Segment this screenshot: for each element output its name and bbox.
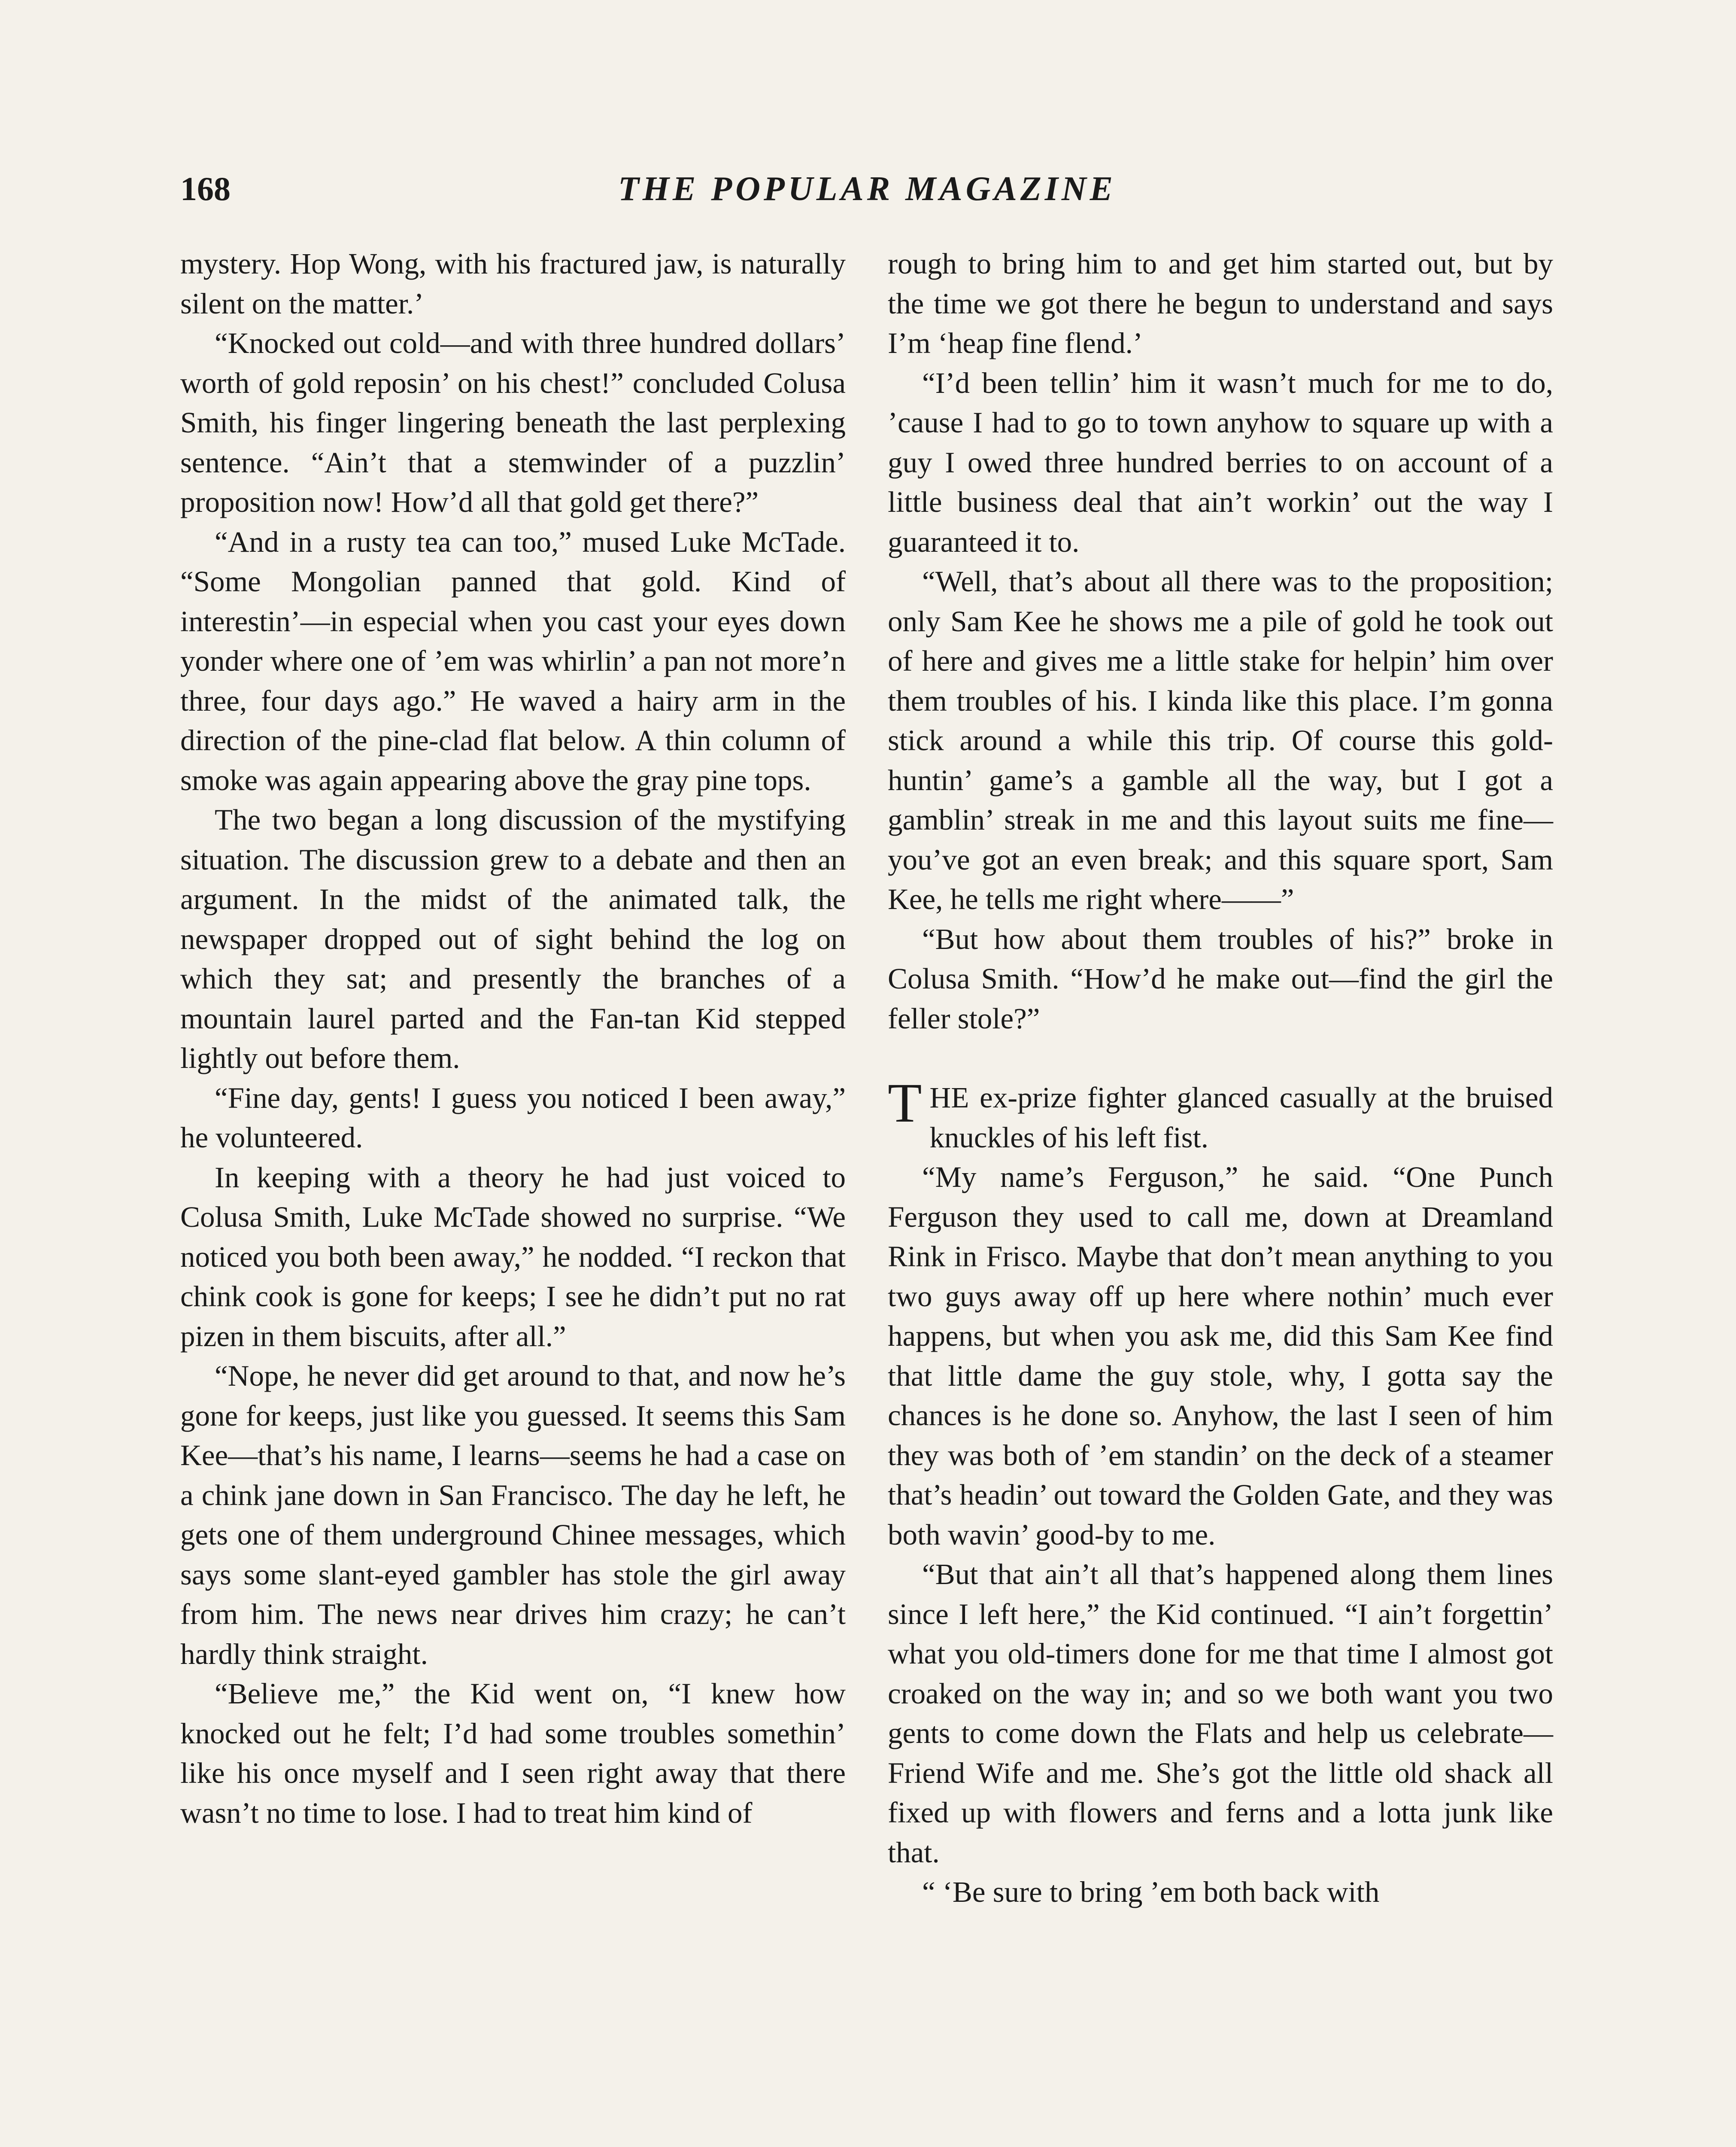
right-column [888, 244, 1553, 1912]
paragraph: “My name’s Ferguson,” he said. “One Punch Ferguson they used to call me, down at Dreamland Rink in Frisco. Maybe that don’t mean anything to you two guys away off up here where nothin’ much ever happens, but when you ask me, did this Sam Kee find that little dame the guy stole, why, I gotta say the chances is he done so. Anyhow, the last I seen of him they was both of ’em standin’ on the deck of a steamer that’s headin’ out toward the Golden Gate, and they was both wavin’ good-by to me. [888, 1161, 1553, 1551]
paragraph: The two began a long discussion of the mystifying situation. The discussion grew to a debate and then an argument. In the midst of the animated talk, the newspaper dropped out of sight behind the log on which they sat; and presently the branches of a mountain laurel parted and the Fan-tan Kid stepped lightly out before them. [180, 803, 846, 1074]
page-header [180, 165, 1554, 213]
paragraph: rough to bring him to and get him started out, but by the time we got there he begun to understand and says I’m ‘heap fine flend.’ [888, 247, 1553, 359]
paragraph: mystery. Hop Wong, with his fractured jaw, is naturally silent on the matter.’ [180, 247, 846, 320]
paragraph: “Nope, he never did get around to that, and now he’s gone for keeps, just like you guessed. It seems this Sam Kee—that’s his name, I learns—seems he had a case on a chink jane down in San Francisco. The day he left, he gets one of them underground Chinee messages, which says some slant-eyed gambler has stole the girl away from him. The news near drives him crazy; he can’t hardly think straight. [180, 1359, 846, 1670]
section-start-paragraph [888, 1072, 1553, 1157]
paragraph: “Fine day, gents! I guess you noticed I been away,” he volunteered. [180, 1081, 846, 1154]
paragraph: In keeping with a theory he had just voiced to Colusa Smith, Luke McTade showed no surprise. “We noticed you both been away,” he nodded. “I reckon that chink cook is gone for keeps; I see he didn’t put no rat pizen in them biscuits, after all.” [180, 1161, 846, 1353]
paragraph: “And in a rusty tea can too,” mused Luke McTade. “Some Mongolian panned that gold. Kind of interestin’—in especial when you cast your eyes down yonder where one of ’em was whirlin’ a pan not more’n three, four days ago.” He waved a hairy arm in the direction of the pine-clad flat below. A thin column of smoke was again appearing above the gray pine tops. [180, 525, 846, 797]
paragraph: “Well, that’s about all there was to the proposition; only Sam Kee he shows me a pile of gold he took out of here and gives me a little stake for helpin’ him over them troubles of his. I kinda like this place. I’m gonna stick around a while this trip. Of course this gold-huntin’ game’s a gamble all the way, but I got a gamblin’ streak in me and this layout suits me fine—you’ve got an even break; and this square sport, Sam Kee, he tells me right where——” [888, 565, 1553, 915]
paragraph: “ ‘Be sure to bring ’em both back with [922, 1876, 1380, 1908]
left-column [180, 244, 846, 1833]
drop-cap: T [888, 1072, 922, 1134]
section-first-text: HE ex-prize fighter glanced casually at the bruised knuckles of his left fist. [929, 1081, 1553, 1154]
paragraph: “But that ain’t all that’s happened along them lines since I left here,” the Kid continued. “I ain’t forgettin’ what you old-timers done for me that time I almost got croaked on the way in; and so we both want you two gents to come down the Flats and help us celebrate—Friend Wife and me. She’s got the little old shack all fixed up with flowers and ferns and a lotta junk like that. [888, 1558, 1553, 1869]
running-title: THE POPULAR MAGAZINE [618, 170, 1117, 208]
paragraph: “Knocked out cold—and with three hundred dollars’ worth of gold reposin’ on his chest!” concluded Colusa Smith, his finger lingering beneath the last perplexing sentence. “Ain’t that a stemwinder of a puzzlin’ proposition now! How’d all that gold get there?” [180, 327, 846, 518]
page-number: 168 [180, 170, 231, 207]
paragraph: “I’d been tellin’ him it wasn’t much for me to do, ’cause I had to go to town anyhow to square up with a guy I owed three hundred berries to on account of a little business deal that ain’t workin’ out the way I guaranteed it to. [888, 366, 1553, 558]
paragraph: “But how about them troubles of his?” broke in Colusa Smith. “How’d he make out—find the girl the feller stole?” [888, 922, 1553, 1035]
paragraph: “Believe me,” the Kid went on, “I knew how knocked out he felt; I’d had some troubles somethin’ like his once myself and I seen right away that there wasn’t no time to lose. I had to treat him kind of [180, 1677, 846, 1829]
